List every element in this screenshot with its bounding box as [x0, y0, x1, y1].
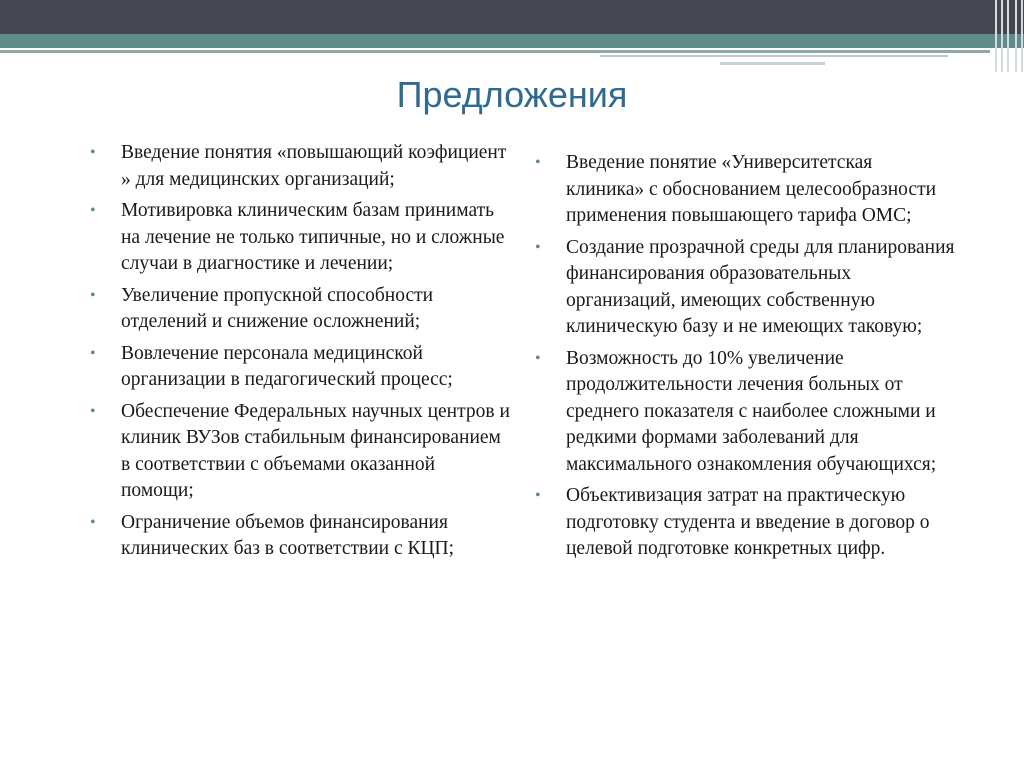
- list-item-text: Объективизация затрат на практическую подготовку студента и введение в договор о целевой подготовке конкретных цифр.: [566, 485, 930, 559]
- list-item: [90, 140, 510, 193]
- header-dark-band: [0, 0, 1024, 34]
- list-item-text: Введение понятие «Университетская клиника» с обоснованием целесообразности применения повышающего тарифа ОМС;: [566, 152, 937, 226]
- bullet-icon: •: [535, 487, 541, 504]
- bullet-icon: •: [90, 513, 96, 531]
- list-item-text: Введение понятия «повышающий коэфициент » для медицинских организаций;: [121, 142, 507, 190]
- list-item: [90, 283, 510, 336]
- right-bullet-list: [535, 150, 955, 568]
- list-item: [90, 198, 510, 278]
- bullet-icon: •: [90, 286, 96, 304]
- bullet-icon: •: [90, 402, 96, 420]
- list-item: [90, 341, 510, 394]
- list-item: [535, 150, 955, 230]
- header-rule-1: [0, 50, 990, 53]
- slide-title: Предложения: [396, 74, 628, 115]
- list-item-text: Мотивировка клиническим базам принимать на лечение не только типичные, но и сложные случаи в диагностике и лечении;: [121, 200, 505, 274]
- list-item-text: Создание прозрачной среды для планирования финансирования образовательных организаций, имеющих собственную клиническую базу и не имеющих таковую;: [566, 236, 955, 337]
- bullet-icon: •: [90, 344, 96, 362]
- list-item: [535, 235, 955, 341]
- list-item-text: Возможность до 10% увеличение продолжительности лечения больных от среднего показателя с наиболее сложными и редкими формами заболеваний для максимального ознакомления обучающихся;: [566, 347, 937, 475]
- bullet-icon: •: [535, 349, 541, 367]
- bullet-icon: •: [535, 154, 541, 171]
- bullet-icon: •: [535, 238, 541, 256]
- header-rule-3: [720, 62, 825, 65]
- header-rule-2: [600, 55, 948, 57]
- list-item: [535, 346, 955, 479]
- header-teal-band: [0, 34, 1024, 48]
- bullet-icon: •: [90, 144, 96, 161]
- list-item-text: Вовлечение персонала медицинской организации в педагогический процесс;: [121, 342, 453, 390]
- list-item: [535, 483, 955, 563]
- list-item-text: Увеличение пропускной способности отделений и снижение осложнений;: [121, 284, 434, 332]
- list-item: [90, 510, 510, 563]
- corner-stripes-decoration: [993, 0, 1024, 72]
- list-item-text: Ограничение объемов финансирования клинических баз в соответствии с КЦП;: [121, 511, 455, 559]
- list-item-text: Обеспечение Федеральных научных центров и клиник ВУЗов стабильным финансированием в соответствии с объемами оказанной помощи;: [121, 400, 510, 501]
- bullet-icon: •: [90, 202, 96, 219]
- list-item: [90, 399, 510, 505]
- left-bullet-list: [90, 140, 510, 568]
